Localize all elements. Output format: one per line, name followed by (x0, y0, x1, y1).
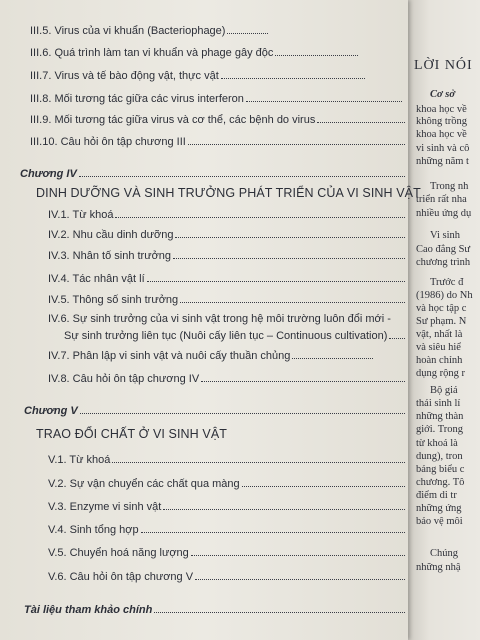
leader-dots (154, 603, 405, 613)
right-page-line: dung), tron (416, 451, 463, 462)
leader-dots (201, 372, 405, 382)
toc-entry-text: V.3. Enzyme vi sinh vật (48, 501, 162, 513)
toc-entry[interactable] (30, 46, 358, 60)
toc-entry-text: III.9. Mối tương tác giữa virus và cơ thể, các bệnh do virus (30, 114, 316, 126)
leader-dots (163, 500, 405, 510)
leader-dots (173, 249, 405, 259)
toc-entry[interactable] (30, 69, 365, 83)
chapter-title (36, 186, 421, 200)
toc-entry-text: IV.2. Nhu cầu dinh dưỡng (48, 229, 174, 241)
right-page-line: giới. Trong (416, 424, 463, 435)
leader-dots (227, 24, 268, 34)
right-page-line: Trước đ (430, 277, 464, 288)
chapter-label: Chương V (24, 405, 78, 417)
right-page-line: nhiều ứng dụ (416, 208, 472, 219)
right-page-line: Chúng (430, 548, 459, 559)
right-page-line: khoa học về (416, 104, 467, 115)
leader-dots (175, 228, 405, 238)
right-page-line: chương. Tô (416, 477, 465, 488)
right-page-line: Vi sinh (430, 230, 460, 241)
right-page-line: không trồng (416, 116, 468, 127)
leader-dots (221, 69, 365, 79)
right-page-line: những ứng (416, 503, 462, 514)
toc-entry-text: V.4. Sinh tổng hợp (48, 524, 139, 536)
right-page-line: từ khoá là (416, 438, 458, 449)
right-page-line: Sư phạm. N (416, 316, 467, 327)
right-page-line: dụng rộng r (416, 368, 465, 379)
toc-entry-text: IV.5. Thông số sinh trưởng (48, 294, 179, 306)
leader-dots (141, 523, 405, 533)
right-page-line: những nhậ (416, 562, 461, 573)
references-label: Tài liệu tham khảo chính (24, 604, 153, 616)
leader-dots (195, 570, 405, 580)
toc-entry-text: III.7. Virus và tế bào động vật, thực vật (30, 70, 219, 82)
right-page-line: và học tập c (416, 303, 467, 314)
toc-entry-text: IV.1. Từ khoá (48, 209, 114, 221)
toc-entry-text: V.2. Sự vận chuyển các chất qua màng (48, 478, 240, 490)
leader-dots (147, 272, 405, 282)
right-page-line: chương trình (416, 257, 471, 268)
leader-dots (246, 92, 402, 102)
leader-dots (292, 349, 373, 359)
toc-entry-text: III.10. Câu hỏi ôn tập chương III (30, 136, 186, 148)
chapter-label: Chương IV (20, 168, 77, 180)
leader-dots (112, 453, 405, 463)
right-page-line: thái sinh lí (416, 398, 461, 409)
toc-entry-text: IV.7. Phân lập vi sinh vật và nuôi cấy thuần chủng (48, 350, 291, 362)
right-page-line: Cao đẳng Sư (416, 244, 471, 255)
toc-entry[interactable] (48, 249, 405, 263)
right-page-line: những thàn (416, 411, 464, 422)
right-page-line: hoàn chỉnh (416, 355, 463, 366)
right-page-line: triển rất nha (416, 194, 467, 205)
leader-dots (80, 404, 405, 414)
chapter-title (36, 427, 227, 441)
toc-entry-text: V.1. Từ khoá (48, 454, 111, 466)
toc-entry-text: IV.8. Câu hỏi ôn tập chương IV (48, 373, 200, 385)
toc-entry-text: V.6. Câu hỏi ôn tập chương V (48, 571, 194, 583)
toc-entry-text: IV.3. Nhân tố sinh trưởng (48, 250, 172, 262)
chapter-heading[interactable] (24, 404, 405, 418)
toc-entry[interactable] (48, 570, 405, 584)
toc-entry-text: IV.4. Tác nhân vật lí (48, 273, 145, 285)
toc-entry[interactable] (48, 477, 405, 491)
toc-entry[interactable] (48, 453, 405, 467)
leader-dots (389, 329, 405, 339)
toc-entry-text: III.5. Virus của vi khuẩn (Bacteriophage) (30, 25, 226, 37)
right-page-line: bảo vệ môi (416, 516, 463, 527)
right-page-line: khoa học về (416, 129, 467, 140)
leader-dots (242, 477, 405, 487)
toc-entry[interactable] (30, 24, 268, 38)
right-page-line: và siêu hiể (416, 342, 461, 353)
chapter-title-text: DINH DƯỠNG VÀ SINH TRƯỞNG PHÁT TRIỂN CỦA VI SINH VẬT (36, 186, 421, 200)
toc-entry[interactable] (30, 92, 402, 106)
right-page-heading: LỜI NÓI (414, 58, 473, 73)
references-heading[interactable] (24, 603, 405, 617)
toc-entry-text: IV.6. Sự sinh trưởng của vi sinh vật trong hệ môi trường luôn đổi mới - (48, 313, 391, 325)
toc-entry[interactable] (48, 372, 405, 386)
right-page-line: vi sinh và cô (416, 143, 470, 154)
leader-dots (188, 135, 405, 145)
chapter-heading[interactable] (20, 167, 405, 181)
toc-entry-text: III.6. Quá trình làm tan vi khuẩn và phage gây độc (30, 47, 274, 59)
toc-entry[interactable] (48, 272, 405, 286)
toc-entry[interactable] (48, 349, 373, 363)
toc-entry[interactable] (48, 523, 405, 537)
toc-entry[interactable] (48, 293, 405, 307)
toc-entry-text-continued: Sự sinh trưởng liên tục (Nuôi cấy liên tục – Continuous cultivation) (64, 330, 388, 342)
toc-entry[interactable] (48, 546, 405, 560)
leader-dots (115, 208, 405, 218)
chapter-title-text: TRAO ĐỔI CHẤT Ở VI SINH VẬT (36, 427, 227, 441)
right-page-line: Bộ giá (430, 385, 458, 396)
right-page-line: bảng biểu c (416, 464, 465, 475)
toc-entry[interactable] (48, 228, 405, 242)
toc-entry[interactable] (30, 113, 405, 127)
right-page-line: những năm t (416, 156, 469, 167)
right-page-line: Cơ sở (430, 89, 455, 100)
toc-entry-text: V.5. Chuyển hoá năng lượng (48, 547, 189, 559)
leader-dots (79, 167, 405, 177)
leader-dots (180, 293, 405, 303)
toc-entry[interactable] (48, 311, 405, 345)
toc-entry[interactable] (30, 135, 405, 149)
right-page-line: Trong nh (430, 181, 469, 192)
right-page-line: (1986) do Nh (416, 290, 473, 301)
right-page-line: vật, nhất là (416, 329, 463, 340)
toc-entry-text: III.8. Mối tương tác giữa các virus interferon (30, 93, 244, 105)
leader-dots (317, 113, 405, 123)
toc-entry[interactable] (48, 500, 405, 514)
leader-dots (275, 46, 358, 56)
right-page-line: điểm di tr (416, 490, 457, 501)
toc-entry[interactable] (48, 208, 405, 222)
leader-dots (191, 546, 405, 556)
